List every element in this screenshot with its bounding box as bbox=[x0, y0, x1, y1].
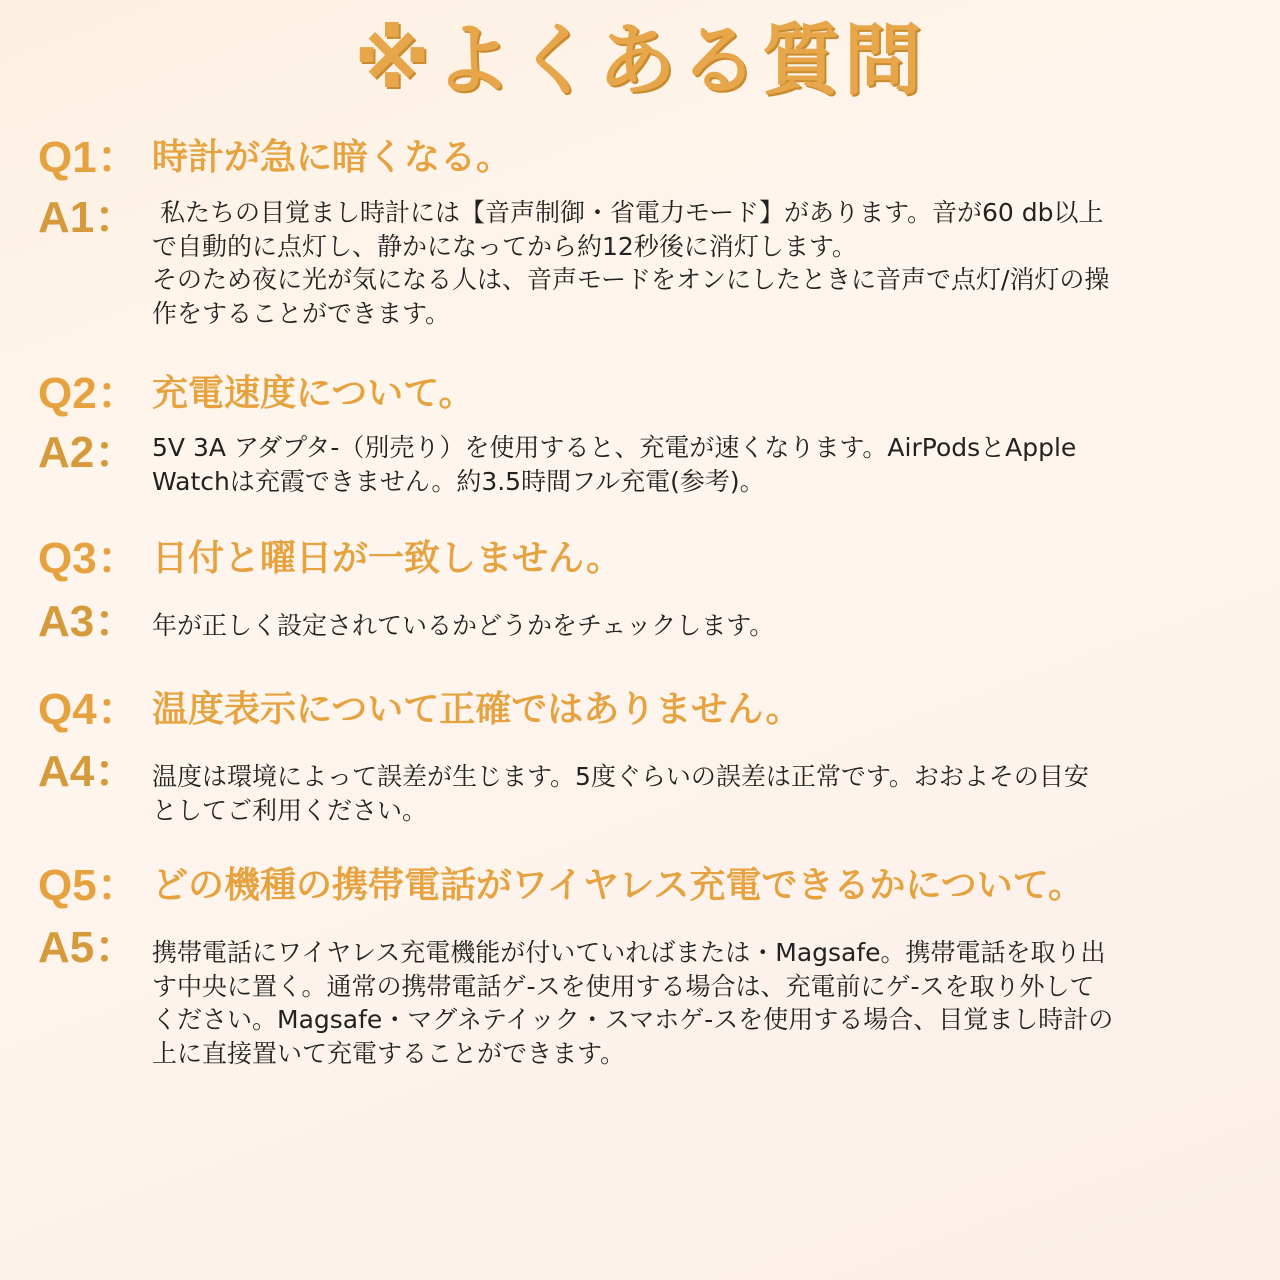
answer-line: 5V 3A アダプタ-（別売り）を使用すると、充電が速くなります。AirPodsとApple bbox=[152, 433, 1077, 462]
answer-line: としてご利用ください。 bbox=[152, 795, 428, 825]
question-text: 温度表示について正確ではありません。 bbox=[152, 689, 802, 730]
question-text: 時計が急に暗くなる。 bbox=[152, 137, 513, 178]
answer-line: そのため夜に光が気になる人は、音声モードをオンにしたときに音声で点灯/消灯の操 bbox=[152, 265, 1110, 294]
answer-text bbox=[152, 431, 1237, 498]
question-text: 充電速度について。 bbox=[152, 373, 475, 414]
question-label: Q4： bbox=[38, 685, 141, 734]
answer-text bbox=[152, 760, 1237, 827]
page-title: ※よくある質問 bbox=[354, 16, 926, 106]
answer-text bbox=[152, 936, 1237, 1070]
answer-label: A4： bbox=[38, 747, 139, 796]
question-label: Q2： bbox=[38, 369, 141, 418]
answer-line: Watchは充霞できません。約3.5時間フル充電(参考)。 bbox=[152, 466, 765, 496]
answer-label: A3： bbox=[38, 597, 139, 646]
answer-label: A5： bbox=[38, 923, 139, 972]
answer-line: 私たちの目覚まし時計には【音声制御・省電力モード】があります。音が60 db以上 bbox=[152, 198, 1104, 227]
answer-line: 温度は環境によって誤差が生じます。5度ぐらいの誤差は正常です。おおよその目安 bbox=[152, 762, 1089, 791]
question-text: どの機種の携帯電話がワイヤレス充電できるかについて。 bbox=[152, 865, 1085, 906]
answer-line: 年が正しく設定されているかどうかをチェックします。 bbox=[152, 611, 775, 640]
answer-line: 携帯電話にワイヤレス充電機能が付いていればまたは・Magsafe。携帯電話を取り出 bbox=[152, 938, 1106, 967]
answer-line: す中央に置く。通常の携帯電話ゲ-スを使用する場合は、充電前にゲ-スを取り外して bbox=[152, 971, 1095, 1001]
question-label: Q5： bbox=[38, 861, 141, 910]
answer-line: で自動的に点灯し、静かになってから約12秒後に消灯します。 bbox=[152, 231, 857, 261]
answer-line: 作をすることができます。 bbox=[152, 298, 451, 328]
question-text: 日付と曜日が一致しません。 bbox=[152, 538, 623, 579]
answer-label: A1： bbox=[38, 193, 139, 242]
question-label: Q1： bbox=[38, 133, 141, 182]
answer-label: A2： bbox=[38, 428, 139, 477]
answer-text bbox=[152, 609, 1237, 643]
answer-line: 上に直接置いて充電することができます。 bbox=[152, 1038, 626, 1068]
question-label: Q3： bbox=[38, 534, 141, 583]
answer-line: ください。Magsafe・マグネテイック・スマホゲ-スを使用する場合、目覚まし時計の bbox=[152, 1005, 1114, 1034]
answer-text bbox=[152, 196, 1237, 330]
